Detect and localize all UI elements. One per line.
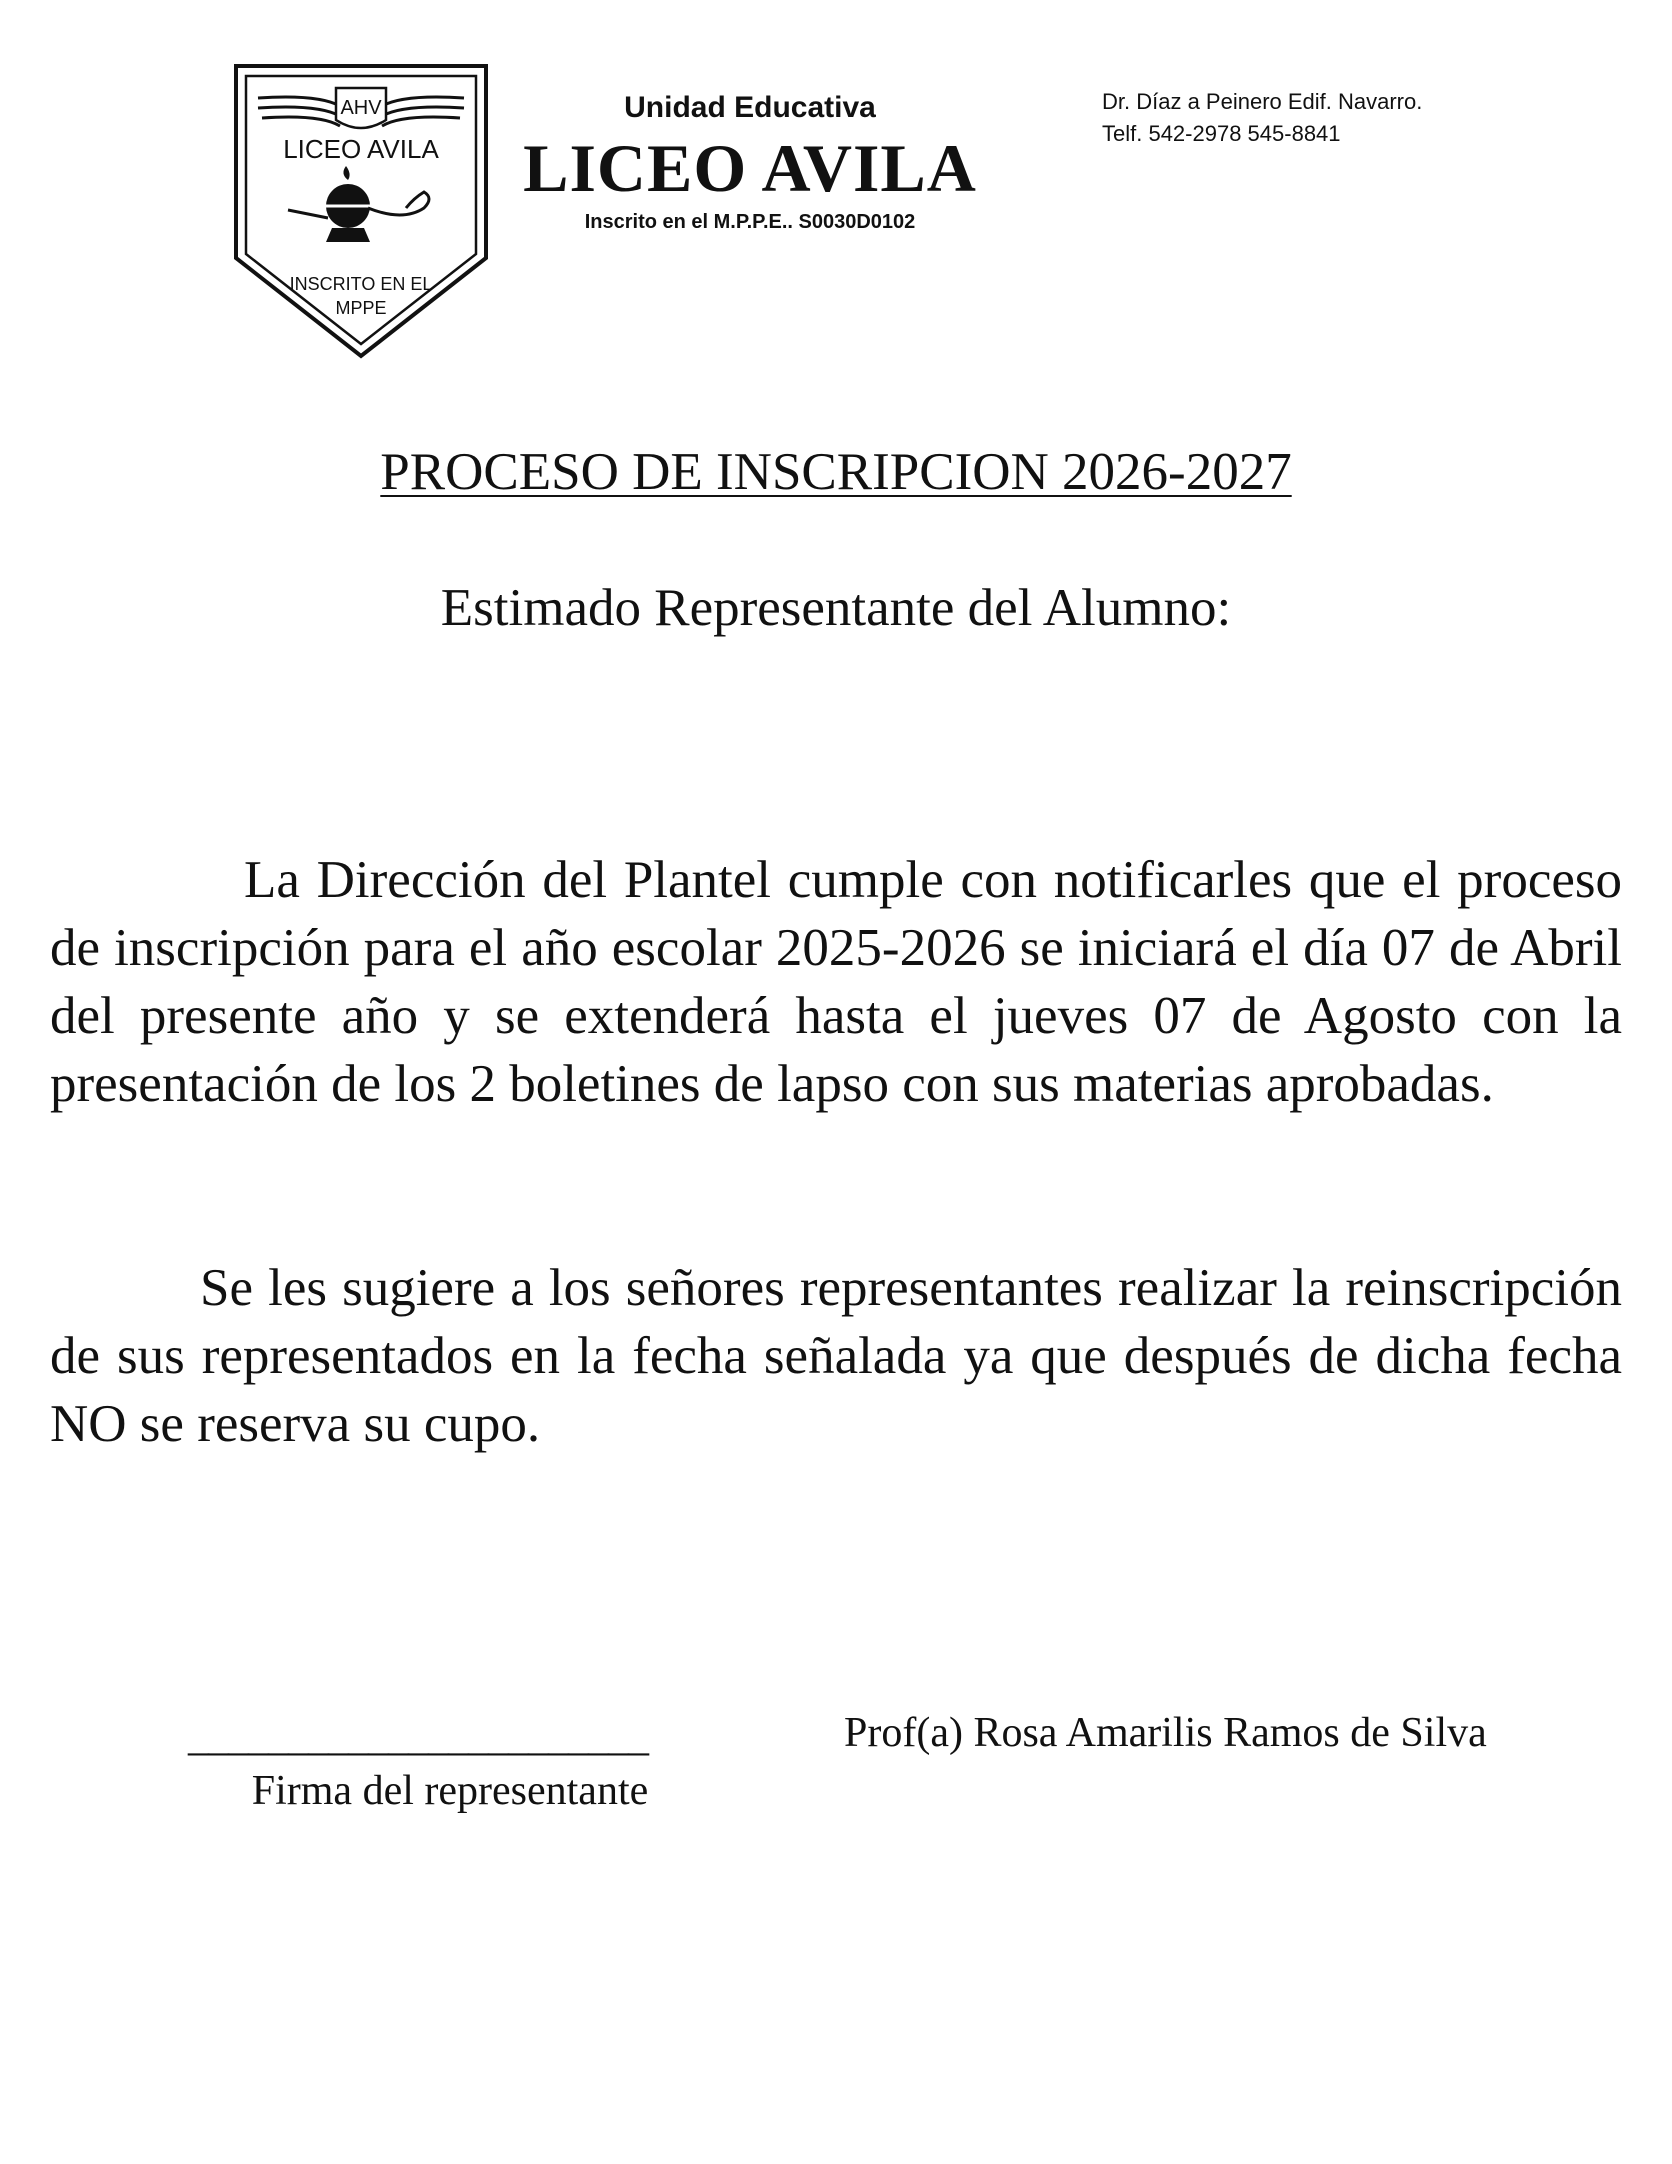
school-name: LICEO AVILA <box>523 130 977 206</box>
school-type: Unidad Educativa <box>624 91 876 124</box>
school-registration: Inscrito en el M.P.P.E.. S0030D0102 <box>584 211 916 233</box>
phone-text: Telf. 542-2978 545-8841 <box>1102 121 1341 146</box>
paragraph-enrollment-dates: La Dirección del Plantel cumple con notificarles que el proceso de inscripción para el año escolar 2025-2026 se iniciará el día 07 de Abril del presente año y se extenderá hasta el jueves 07 de Agosto con la presentación de los 2 boletines de lapso con sus materias aprobadas. <box>50 851 1622 1113</box>
crest-name-text: LICEO AVILA <box>283 134 439 164</box>
address-text: Dr. Díaz a Peinero Edif. Navarro. <box>1102 89 1423 114</box>
school-crest-logo <box>228 58 494 364</box>
crest-bottom-line1: INSCRITO EN EL <box>289 274 433 294</box>
greeting: Estimado Representante del Alumno: <box>440 579 1232 637</box>
crest-top-text: AHV <box>340 97 382 119</box>
principal-name: Prof(a) Rosa Amarilis Ramos de Silva <box>844 1710 1487 1756</box>
signature-line: _______________________ <box>188 1714 648 1760</box>
paragraph-reservation-notice: Se les sugiere a los señores representantes realizar la reinscripción de sus representados en la fecha señalada ya que después de dicha fecha NO se reserva su cupo. <box>50 1259 1622 1453</box>
contact-info <box>1102 86 1422 150</box>
school-header <box>520 88 980 236</box>
representative-signature-label: Firma del representante <box>251 1768 649 1814</box>
document-title-text: PROCESO DE INSCRIPCION 2026-2027 <box>380 443 1292 501</box>
document-title <box>0 440 1672 504</box>
crest-bottom-line2: MPPE <box>335 298 387 318</box>
